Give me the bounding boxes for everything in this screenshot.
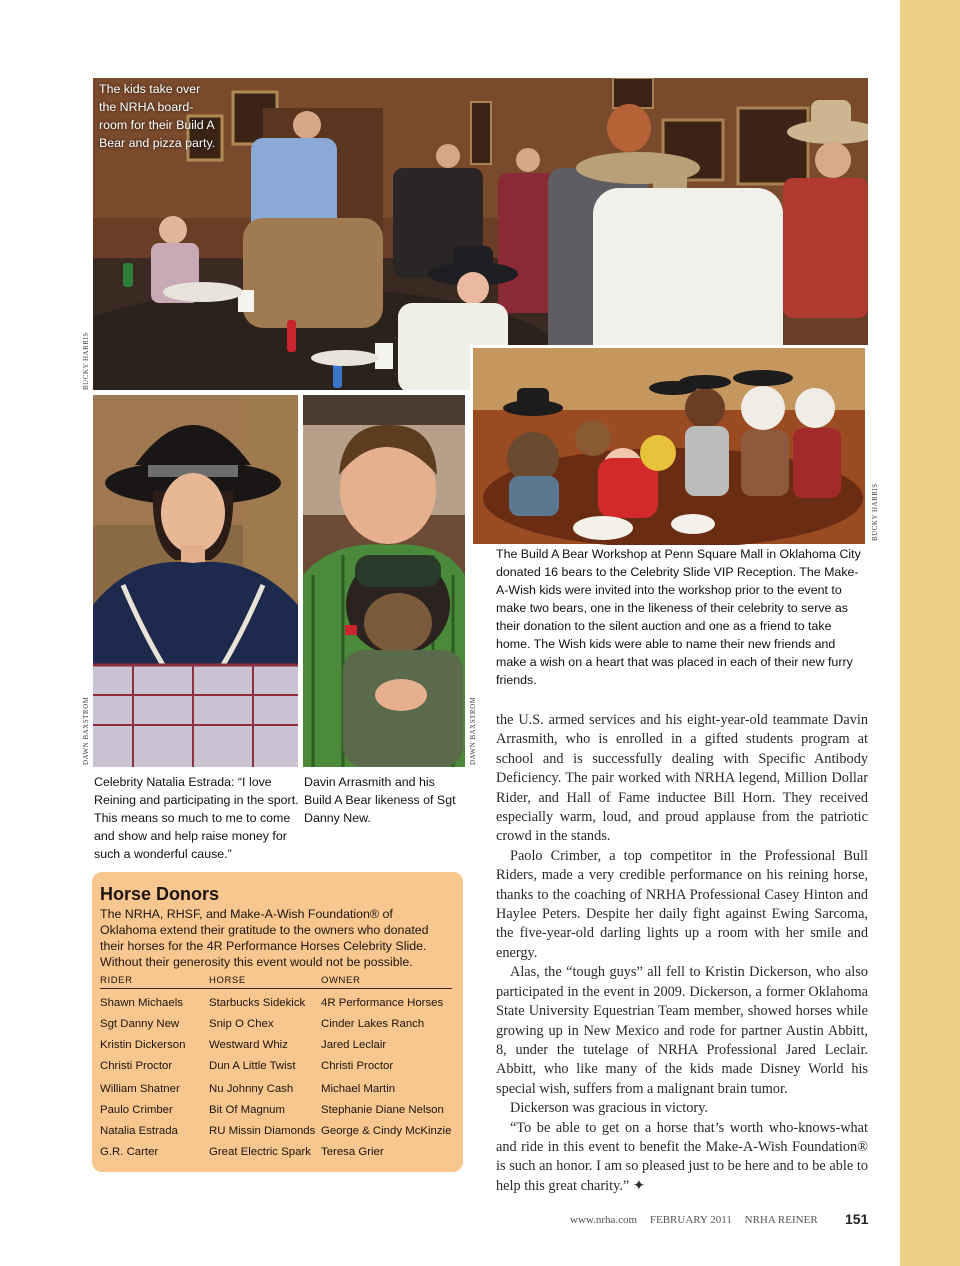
natalia-estrada-photo [93, 395, 298, 767]
donor-horse: Nu Johnny Cash [209, 1083, 294, 1095]
donor-row [100, 1060, 460, 1078]
horse-donors-box [92, 872, 463, 1172]
build-a-bear-photo [470, 345, 868, 545]
page-footer [570, 1214, 828, 1226]
donor-owner: Christi Proctor [321, 1060, 394, 1072]
horse-donors-intro: The NRHA, RHSF, and Make-A-Wish Foundation® of Oklahoma extend their gratitude to the owners who donated their horses for the 4R Performance Horses Celebrity Slide. Without their generosity this event would not be possible. [100, 907, 429, 969]
natalia-caption: Celebrity Natalia Estrada: “I love Reining and participating in the sport. This means so much to me to come and show and help raise money for such a wonderful cause.” [94, 775, 299, 861]
boardroom-caption: The kids take over the NRHA board-room for their Build A Bear and pizza party. [99, 82, 216, 150]
horse-donors-title: Horse Donors [100, 884, 220, 904]
davin-arrasmith-photo [303, 395, 465, 767]
donor-row [100, 1018, 460, 1036]
footer-date: FEBRUARY 2011 [649, 1214, 732, 1226]
article-paragraph: “To be able to get on a horse that’s worth who-knows-what and ride in this event to benefit the Make-A-Wish Foundation® is such an honor. I am so pleased just to be here and to be able to help this great charity.” ✦ [496, 1119, 868, 1194]
footer-url[interactable]: www.nrha.com [570, 1214, 638, 1226]
donor-owner: 4R Performance Horses [321, 997, 444, 1009]
donor-row [100, 1146, 460, 1164]
donor-rider: Sgt Danny New [100, 1018, 180, 1030]
donor-horse: RU Missin Diamonds [209, 1125, 316, 1137]
column-header-owner: OWNER [321, 975, 361, 986]
article-paragraph: Paolo Crimber, a top competitor in the Professional Bull Riders, made a very credible performance on his reining horse, thanks to the coaching of NRHA Professional Casey Hinton and Haylee Peters. Despite her daily fight against Ewing Sarcoma, the five-year-old darling lights up a room with her smile and energy. [496, 847, 868, 961]
donor-horse: Starbucks Sidekick [209, 997, 306, 1009]
side-color-stripe [900, 0, 960, 1266]
donor-horse: Snip O Chex [209, 1018, 274, 1030]
photo-credit: DAWN BAXSTROM [82, 696, 90, 765]
donor-row [100, 997, 460, 1015]
article-paragraph: Alas, the “tough guys” all fell to Kristin Dickerson, who also participated in the event in 2009. Dickerson, a former Oklahoma State University Equestrian Team member, showed horses while growing up in New Mexico and rode for partner Austin Abbitt, 8, under the tutelage of NRHA Professional Jared Leclair. Abbitt, who like many of the kids made Disney World his special wish, suffers from a malignant brain tumor. [496, 964, 868, 1097]
donor-owner: Jared Leclair [321, 1039, 387, 1051]
donor-rider: Christi Proctor [100, 1060, 173, 1072]
donor-owner: Cinder Lakes Ranch [321, 1018, 425, 1030]
donor-owner: Michael Martin [321, 1083, 396, 1095]
footer-magazine: NRHA REINER [744, 1214, 818, 1226]
donor-owner: Teresa Grier [321, 1146, 384, 1158]
donor-horse: Westward Whiz [209, 1039, 288, 1051]
donor-owner: Stephanie Diane Nelson [321, 1104, 444, 1116]
donor-rider: Natalia Estrada [100, 1125, 178, 1137]
donor-row [100, 1039, 460, 1057]
article-paragraph: Dickerson was gracious in victory. [510, 1100, 708, 1117]
donor-owner: George & Cindy McKinzie [321, 1125, 452, 1137]
photo-credit: BUCKY HARRIS [82, 332, 90, 390]
davin-caption: Davin Arrasmith and his Build A Bear likeness of Sgt Danny New. [304, 775, 456, 825]
donor-horse: Bit Of Magnum [209, 1104, 285, 1116]
column-header-horse: HORSE [209, 975, 246, 986]
page-number: 151 [845, 1211, 869, 1227]
donor-horse: Dun A Little Twist [209, 1060, 296, 1072]
photo-credit: DAWN BAXSTROM [469, 696, 477, 765]
donor-row [100, 1104, 460, 1122]
donor-rider: Kristin Dickerson [100, 1039, 186, 1051]
article-body [496, 711, 868, 1196]
header-divider [100, 988, 452, 989]
donor-rider: William Shatner [100, 1083, 180, 1095]
donor-row [100, 1125, 460, 1143]
donor-rider: Shawn Michaels [100, 997, 183, 1009]
build-a-bear-caption: The Build A Bear Workshop at Penn Square Mall in Oklahoma City donated 16 bears to the Celebrity Slide VIP Reception. The Make-A-Wish kids were invited into the workshop prior to the event to make two bears, one in the likeness of their celebrity to serve as their donation to the silent auction and one as a friend to take home. The Wish kids were able to name their new friends and make a wish on a heart that was placed in each of their new furry friends. [496, 547, 861, 687]
donor-horse: Great Electric Spark [209, 1146, 311, 1158]
donor-row [100, 1083, 460, 1101]
article-paragraph: the U.S. armed services and his eight-year-old teammate Davin Arrasmith, who is enrolled in a gifted students program at school and is successfully dealing with Specific Antibody Deficiency. The pair worked with NRHA legend, Million Dollar Rider, and Hall of Fame inductee Bill Horn. They received especially warm, loud, and proud applause from the patriotic crowd in the stands. [496, 712, 868, 845]
donor-rider: G.R. Carter [100, 1146, 159, 1158]
photo-credit: BUCKY HARRIS [871, 483, 879, 541]
donor-rider: Paulo Crimber [100, 1104, 173, 1116]
column-header-rider: RIDER [100, 975, 133, 986]
